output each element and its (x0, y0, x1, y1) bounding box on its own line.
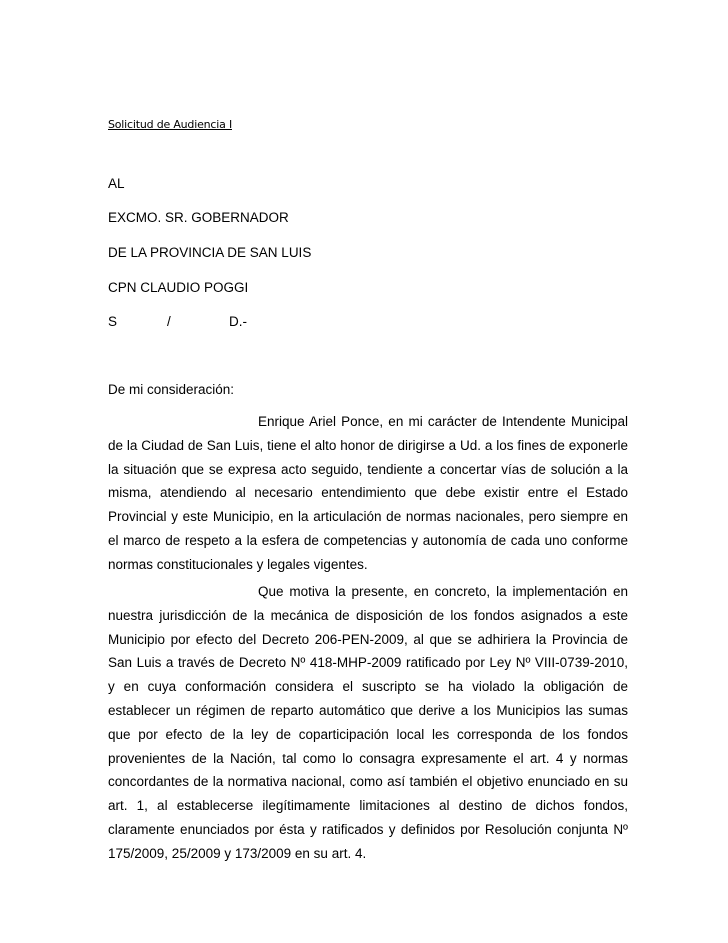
sd-slash: / (167, 314, 171, 329)
recipient-line-name: CPN CLAUDIO POGGI (108, 280, 249, 295)
paragraph-2: Que motiva la presente, en concreto, la implementación en nuestra jurisdicción de la mecánica de disposición de los fondos asignados a este Municipio por efecto del Decreto 206-PEN-2009, al que se adhiriera la Provincia de San Luis a través de Decreto Nº 418-MHP-2009 ratificado por Ley Nº VIII-0739-2010, y en cuya conformación considera el suscripto se ha violado la obligación de establecer un régimen de reparto automático que derive a los Municipios las sumas que por efecto de la ley de coparticipación local les corresponda de los fondos provenientes de la Nación, tal como lo consagra expresamente el art. 4 y normas concordantes de la normativa nacional, como así también el objetivo enunciado en su art. 1, al establecerse ilegítimamente limitaciones al destino de dichos fondos, claramente enunciados por ésta y ratificados y definidos por Resolución conjunta Nº 175/2009, 25/2009 y 173/2009 en su art. 4. (108, 584, 628, 861)
sd-d: D.- (229, 314, 247, 329)
document-header: Solicitud de Audiencia I (108, 118, 232, 131)
recipient-sd-line (108, 314, 308, 332)
sd-s: S (108, 314, 118, 329)
recipient-line-province: DE LA PROVINCIA DE SAN LUIS (108, 245, 312, 260)
salutation: De mi consideración: (108, 382, 235, 397)
paragraph-1: Enrique Ariel Ponce, en mi carácter de Intendente Municipal de la Ciudad de San Luis, tiene el alto honor de dirigirse a Ud. a los fines de exponerle la situación que se expresa acto seguido, tendiente a concertar vías de solución a la misma, atendiendo al necesario entendimiento que debe existir entre el Estado Provincial y este Municipio, en la articulación de normas nacionales, pero siempre en el marco de respeto a la esfera de competencias y autonomía de cada uno conforme normas constitucionales y legales vigentes. (108, 414, 628, 572)
recipient-line-title: EXCMO. SR. GOBERNADOR (108, 210, 289, 225)
recipient-line-al: AL (108, 176, 125, 191)
